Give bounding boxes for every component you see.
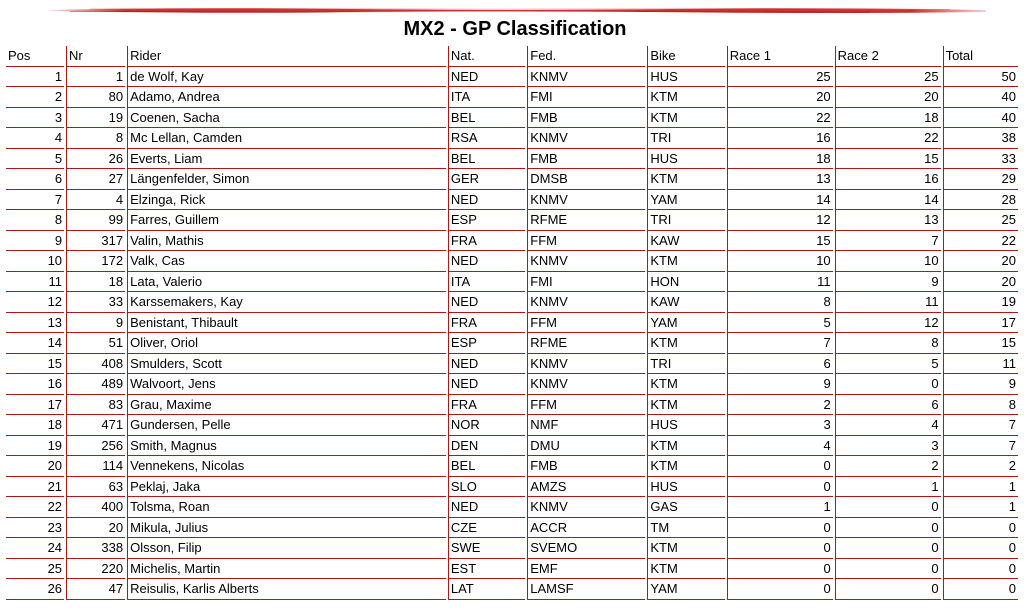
table-row	[6, 374, 1018, 395]
cell-fed: KNMV	[527, 251, 645, 272]
cell-fed: FFM	[527, 313, 645, 334]
cell-race2: 4	[835, 415, 941, 436]
cell-nat: NED	[448, 292, 525, 313]
table-row	[6, 436, 1018, 457]
cell-rider: Smulders, Scott	[127, 354, 446, 375]
cell-pos: 22	[6, 497, 64, 518]
cell-pos: 12	[6, 292, 64, 313]
table-row	[6, 497, 1018, 518]
header-race1: Race 1	[727, 46, 833, 67]
cell-race1: 14	[727, 190, 833, 211]
page-title: MX2 - GP Classification	[403, 18, 627, 40]
cell-race1: 8	[727, 292, 833, 313]
cell-bike: TRI	[647, 354, 724, 375]
cell-fed: AMZS	[527, 477, 645, 498]
cell-race1: 6	[727, 354, 833, 375]
cell-race2: 25	[835, 67, 941, 88]
cell-race1: 0	[727, 518, 833, 539]
cell-pos: 24	[6, 538, 64, 559]
cell-race2: 6	[835, 395, 941, 416]
cell-race2: 8	[835, 333, 941, 354]
cell-nr: 51	[66, 333, 125, 354]
table-row	[6, 354, 1018, 375]
cell-total: 1	[943, 477, 1018, 498]
cell-total: 20	[943, 272, 1018, 293]
cell-nr: 18	[66, 272, 125, 293]
cell-nat: FRA	[448, 313, 525, 334]
table-row	[6, 579, 1018, 600]
cell-pos: 15	[6, 354, 64, 375]
cell-race1: 10	[727, 251, 833, 272]
cell-nat: NED	[448, 354, 525, 375]
header-fed: Fed.	[527, 46, 645, 67]
table-row	[6, 128, 1018, 149]
cell-bike: YAM	[647, 313, 724, 334]
cell-total: 0	[943, 579, 1018, 600]
table-row	[6, 559, 1018, 580]
cell-total: 0	[943, 518, 1018, 539]
cell-rider: Mc Lellan, Camden	[127, 128, 446, 149]
table-body	[6, 67, 1018, 600]
cell-bike: YAM	[647, 190, 724, 211]
cell-race1: 1	[727, 497, 833, 518]
cell-pos: 14	[6, 333, 64, 354]
cell-total: 7	[943, 436, 1018, 457]
cell-rider: Elzinga, Rick	[127, 190, 446, 211]
cell-nr: 83	[66, 395, 125, 416]
cell-race2: 7	[835, 231, 941, 252]
cell-nr: 8	[66, 128, 125, 149]
cell-rider: Grau, Maxime	[127, 395, 446, 416]
table-row	[6, 169, 1018, 190]
cell-nat: BEL	[448, 108, 525, 129]
cell-rider: Mikula, Julius	[127, 518, 446, 539]
cell-race1: 9	[727, 374, 833, 395]
cell-rider: Coenen, Sacha	[127, 108, 446, 129]
cell-rider: Lata, Valerio	[127, 272, 446, 293]
cell-race2: 0	[835, 559, 941, 580]
cell-fed: RFME	[527, 210, 645, 231]
cell-nr: 338	[66, 538, 125, 559]
cell-pos: 23	[6, 518, 64, 539]
cell-fed: FFM	[527, 395, 645, 416]
cell-nat: ITA	[448, 87, 525, 108]
cell-rider: Everts, Liam	[127, 149, 446, 170]
cell-pos: 21	[6, 477, 64, 498]
cell-fed: DMSB	[527, 169, 645, 190]
cell-total: 15	[943, 333, 1018, 354]
cell-rider: Gundersen, Pelle	[127, 415, 446, 436]
cell-race2: 20	[835, 87, 941, 108]
cell-nr: 4	[66, 190, 125, 211]
cell-bike: KTM	[647, 108, 724, 129]
cell-rider: Walvoort, Jens	[127, 374, 446, 395]
cell-race1: 0	[727, 456, 833, 477]
cell-race1: 5	[727, 313, 833, 334]
cell-pos: 6	[6, 169, 64, 190]
cell-pos: 18	[6, 415, 64, 436]
cell-rider: de Wolf, Kay	[127, 67, 446, 88]
cell-nr: 114	[66, 456, 125, 477]
cell-bike: HUS	[647, 149, 724, 170]
cell-nat: NOR	[448, 415, 525, 436]
cell-race1: 0	[727, 538, 833, 559]
cell-rider: Valk, Cas	[127, 251, 446, 272]
cell-race1: 0	[727, 559, 833, 580]
cell-bike: KAW	[647, 292, 724, 313]
cell-rider: Michelis, Martin	[127, 559, 446, 580]
cell-fed: SVEMO	[527, 538, 645, 559]
cell-fed: FMB	[527, 108, 645, 129]
header-total: Total	[943, 46, 1018, 67]
cell-bike: KAW	[647, 231, 724, 252]
cell-race2: 0	[835, 538, 941, 559]
cell-bike: KTM	[647, 538, 724, 559]
cell-total: 25	[943, 210, 1018, 231]
cell-total: 2	[943, 456, 1018, 477]
cell-fed: KNMV	[527, 374, 645, 395]
cell-nr: 9	[66, 313, 125, 334]
cell-total: 29	[943, 169, 1018, 190]
table-row	[6, 538, 1018, 559]
table-row	[6, 292, 1018, 313]
cell-pos: 13	[6, 313, 64, 334]
cell-nat: RSA	[448, 128, 525, 149]
cell-nr: 220	[66, 559, 125, 580]
cell-bike: KTM	[647, 333, 724, 354]
cell-total: 28	[943, 190, 1018, 211]
cell-pos: 4	[6, 128, 64, 149]
cell-fed: NMF	[527, 415, 645, 436]
cell-nat: NED	[448, 497, 525, 518]
brush-stroke-divider	[50, 6, 986, 14]
cell-fed: KNMV	[527, 67, 645, 88]
cell-nat: BEL	[448, 456, 525, 477]
table-row	[6, 67, 1018, 88]
cell-bike: KTM	[647, 436, 724, 457]
cell-nat: SWE	[448, 538, 525, 559]
cell-total: 33	[943, 149, 1018, 170]
header-rider: Rider	[127, 46, 446, 67]
cell-total: 20	[943, 251, 1018, 272]
cell-nr: 20	[66, 518, 125, 539]
cell-nat: LAT	[448, 579, 525, 600]
table-row	[6, 108, 1018, 129]
cell-nat: SLO	[448, 477, 525, 498]
cell-fed: KNMV	[527, 292, 645, 313]
cell-nat: FRA	[448, 395, 525, 416]
cell-nat: NED	[448, 374, 525, 395]
cell-rider: Farres, Guillem	[127, 210, 446, 231]
cell-race2: 15	[835, 149, 941, 170]
cell-fed: FMB	[527, 149, 645, 170]
cell-nr: 33	[66, 292, 125, 313]
cell-pos: 19	[6, 436, 64, 457]
header-bike: Bike	[647, 46, 724, 67]
cell-nat: NED	[448, 251, 525, 272]
table-row	[6, 456, 1018, 477]
cell-rider: Benistant, Thibault	[127, 313, 446, 334]
table-row	[6, 518, 1018, 539]
cell-race1: 7	[727, 333, 833, 354]
cell-fed: ACCR	[527, 518, 645, 539]
cell-race1: 2	[727, 395, 833, 416]
cell-nr: 63	[66, 477, 125, 498]
cell-bike: GAS	[647, 497, 724, 518]
cell-nat: ESP	[448, 210, 525, 231]
cell-bike: HUS	[647, 477, 724, 498]
table-row	[6, 477, 1018, 498]
cell-rider: Olsson, Filip	[127, 538, 446, 559]
cell-pos: 17	[6, 395, 64, 416]
cell-nat: BEL	[448, 149, 525, 170]
table-row	[6, 210, 1018, 231]
cell-pos: 1	[6, 67, 64, 88]
cell-bike: HON	[647, 272, 724, 293]
cell-pos: 26	[6, 579, 64, 600]
table-row	[6, 149, 1018, 170]
cell-race2: 18	[835, 108, 941, 129]
cell-rider: Reisulis, Karlis Alberts	[127, 579, 446, 600]
cell-race1: 18	[727, 149, 833, 170]
cell-fed: KNMV	[527, 128, 645, 149]
cell-race1: 25	[727, 67, 833, 88]
cell-pos: 10	[6, 251, 64, 272]
cell-total: 8	[943, 395, 1018, 416]
cell-total: 38	[943, 128, 1018, 149]
cell-race2: 9	[835, 272, 941, 293]
cell-fed: RFME	[527, 333, 645, 354]
cell-nat: NED	[448, 67, 525, 88]
cell-race2: 0	[835, 374, 941, 395]
cell-nr: 1	[66, 67, 125, 88]
cell-pos: 16	[6, 374, 64, 395]
cell-rider: Peklaj, Jaka	[127, 477, 446, 498]
table-header-row	[6, 46, 1018, 67]
cell-race1: 4	[727, 436, 833, 457]
cell-nat: DEN	[448, 436, 525, 457]
cell-total: 17	[943, 313, 1018, 334]
cell-bike: KTM	[647, 395, 724, 416]
cell-total: 50	[943, 67, 1018, 88]
cell-rider: Vennekens, Nicolas	[127, 456, 446, 477]
cell-total: 7	[943, 415, 1018, 436]
cell-rider: Valin, Mathis	[127, 231, 446, 252]
cell-bike: KTM	[647, 251, 724, 272]
cell-race2: 14	[835, 190, 941, 211]
cell-fed: DMU	[527, 436, 645, 457]
cell-pos: 9	[6, 231, 64, 252]
cell-race1: 16	[727, 128, 833, 149]
cell-race2: 11	[835, 292, 941, 313]
cell-race2: 0	[835, 518, 941, 539]
cell-total: 0	[943, 538, 1018, 559]
cell-nr: 317	[66, 231, 125, 252]
cell-race2: 10	[835, 251, 941, 272]
cell-fed: FMI	[527, 272, 645, 293]
cell-fed: FMB	[527, 456, 645, 477]
cell-race1: 0	[727, 579, 833, 600]
cell-rider: Oliver, Oriol	[127, 333, 446, 354]
cell-rider: Karssemakers, Kay	[127, 292, 446, 313]
cell-bike: KTM	[647, 559, 724, 580]
cell-race2: 13	[835, 210, 941, 231]
cell-rider: Längenfelder, Simon	[127, 169, 446, 190]
cell-nat: ESP	[448, 333, 525, 354]
table-row	[6, 251, 1018, 272]
cell-nr: 27	[66, 169, 125, 190]
cell-race2: 0	[835, 497, 941, 518]
cell-bike: TM	[647, 518, 724, 539]
cell-pos: 5	[6, 149, 64, 170]
cell-race1: 20	[727, 87, 833, 108]
cell-bike: TRI	[647, 210, 724, 231]
cell-race2: 16	[835, 169, 941, 190]
cell-nr: 471	[66, 415, 125, 436]
cell-race2: 12	[835, 313, 941, 334]
cell-total: 0	[943, 559, 1018, 580]
cell-race1: 3	[727, 415, 833, 436]
cell-nr: 19	[66, 108, 125, 129]
cell-total: 1	[943, 497, 1018, 518]
cell-total: 19	[943, 292, 1018, 313]
cell-nr: 400	[66, 497, 125, 518]
cell-pos: 3	[6, 108, 64, 129]
cell-race1: 0	[727, 477, 833, 498]
cell-bike: KTM	[647, 87, 724, 108]
cell-bike: YAM	[647, 579, 724, 600]
table-row	[6, 395, 1018, 416]
table-row	[6, 190, 1018, 211]
cell-fed: FMI	[527, 87, 645, 108]
cell-rider: Tolsma, Roan	[127, 497, 446, 518]
cell-nr: 99	[66, 210, 125, 231]
table-row	[6, 87, 1018, 108]
cell-race2: 5	[835, 354, 941, 375]
cell-total: 22	[943, 231, 1018, 252]
cell-race1: 12	[727, 210, 833, 231]
cell-pos: 2	[6, 87, 64, 108]
cell-total: 11	[943, 354, 1018, 375]
cell-bike: HUS	[647, 67, 724, 88]
cell-nr: 172	[66, 251, 125, 272]
cell-rider: Smith, Magnus	[127, 436, 446, 457]
cell-race2: 0	[835, 579, 941, 600]
cell-nr: 26	[66, 149, 125, 170]
cell-total: 40	[943, 108, 1018, 129]
table-row	[6, 415, 1018, 436]
cell-race2: 2	[835, 456, 941, 477]
cell-nat: EST	[448, 559, 525, 580]
cell-bike: KTM	[647, 374, 724, 395]
table-row	[6, 272, 1018, 293]
cell-fed: LAMSF	[527, 579, 645, 600]
cell-race1: 11	[727, 272, 833, 293]
header-nat: Nat.	[448, 46, 525, 67]
cell-pos: 8	[6, 210, 64, 231]
cell-nr: 256	[66, 436, 125, 457]
cell-nr: 47	[66, 579, 125, 600]
cell-nat: ITA	[448, 272, 525, 293]
cell-pos: 20	[6, 456, 64, 477]
cell-nr: 489	[66, 374, 125, 395]
cell-fed: FFM	[527, 231, 645, 252]
cell-nr: 80	[66, 87, 125, 108]
cell-bike: HUS	[647, 415, 724, 436]
cell-bike: KTM	[647, 169, 724, 190]
header-race2: Race 2	[835, 46, 941, 67]
cell-pos: 25	[6, 559, 64, 580]
cell-nr: 408	[66, 354, 125, 375]
cell-race2: 3	[835, 436, 941, 457]
cell-pos: 11	[6, 272, 64, 293]
cell-bike: KTM	[647, 456, 724, 477]
table-row	[6, 333, 1018, 354]
classification-table	[4, 46, 1020, 600]
header-pos: Pos	[6, 46, 64, 67]
cell-nat: FRA	[448, 231, 525, 252]
table-row	[6, 313, 1018, 334]
cell-fed: EMF	[527, 559, 645, 580]
cell-rider: Adamo, Andrea	[127, 87, 446, 108]
cell-race2: 1	[835, 477, 941, 498]
cell-nat: NED	[448, 190, 525, 211]
cell-fed: KNMV	[527, 354, 645, 375]
cell-race1: 13	[727, 169, 833, 190]
cell-pos: 7	[6, 190, 64, 211]
cell-nat: GER	[448, 169, 525, 190]
cell-race1: 15	[727, 231, 833, 252]
cell-total: 40	[943, 87, 1018, 108]
cell-total: 9	[943, 374, 1018, 395]
cell-fed: KNMV	[527, 190, 645, 211]
cell-nat: CZE	[448, 518, 525, 539]
cell-bike: TRI	[647, 128, 724, 149]
header-nr: Nr	[66, 46, 125, 67]
table-row	[6, 231, 1018, 252]
cell-race2: 22	[835, 128, 941, 149]
cell-race1: 22	[727, 108, 833, 129]
cell-fed: KNMV	[527, 497, 645, 518]
